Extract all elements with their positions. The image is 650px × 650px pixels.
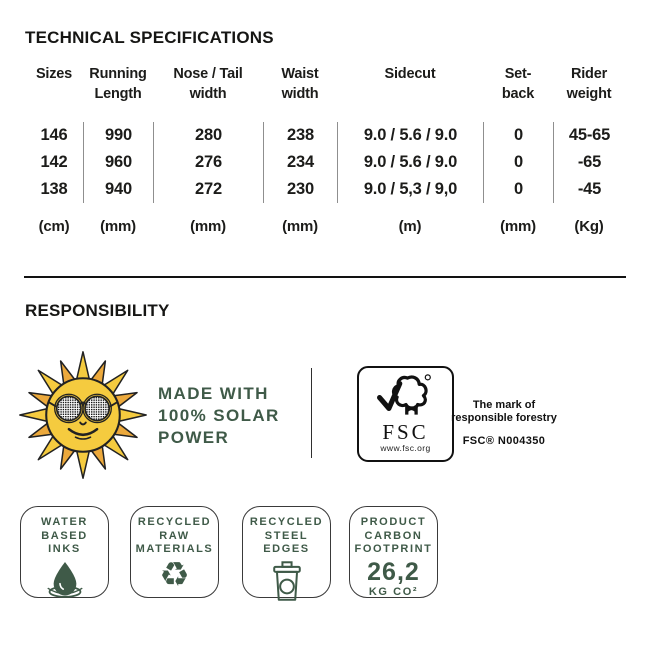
cell-nose-tail: 276 (153, 149, 263, 176)
col-header-rider-weight: Rider weight (566, 66, 612, 102)
table-row (25, 122, 625, 149)
solar-claim-line1: MADE WITH (158, 384, 269, 403)
cell-running-length: 990 (83, 122, 153, 149)
col-header-nose-tail-width: Nose / Tail width (173, 66, 243, 102)
badge-recycled-raw-materials: RECYCLED RAW MATERIALS ♻ (130, 506, 219, 598)
col-header-sidecut: Sidecut (384, 66, 436, 82)
cell-size: 146 (40, 126, 68, 144)
spec-table-header (25, 64, 625, 104)
fsc-mark-line2: responsible forestry (451, 412, 557, 424)
spec-table-body (25, 122, 625, 203)
fsc-mark-text (450, 399, 558, 448)
col-header-waist-width: Waist width (281, 66, 319, 102)
water-drop-icon (41, 560, 89, 600)
unit-nose-tail: (mm) (190, 218, 226, 235)
solar-claim-line2: 100% SOLAR (158, 406, 280, 425)
cell-setback: 0 (483, 149, 553, 176)
cell-rider-weight: -65 (553, 149, 625, 176)
fsc-license-code: FSC® N004350 (462, 435, 546, 447)
table-row (25, 176, 625, 203)
solar-power-claim (158, 383, 280, 449)
cell-running-length: 940 (83, 176, 153, 203)
unit-sidecut: (m) (398, 218, 422, 235)
cell-waist: 238 (263, 122, 337, 149)
badge-product-carbon-footprint: PRODUCT CARBON FOOTPRINT 26,2 KG CO² (349, 506, 438, 598)
cell-sidecut: 9.0 / 5,3 / 9,0 (337, 176, 483, 203)
cell-sidecut: 9.0 / 5.6 / 9.0 (337, 122, 483, 149)
responsibility-title: RESPONSIBILITY (25, 301, 170, 320)
cell-size: 142 (40, 153, 68, 171)
trash-bin-icon (268, 560, 306, 602)
unit-running-length: (mm) (100, 218, 136, 235)
badge-recycled-steel-edges: RECYCLED STEEL EDGES (242, 506, 331, 598)
col-header-running-length: Running Length (89, 66, 147, 102)
col-header-setback: Set- back (501, 66, 535, 102)
recycle-arrows-icon: ♻ (159, 555, 190, 594)
col-header-sizes: Sizes (35, 66, 73, 82)
badge-water-based-inks: WATER BASED INKS (20, 506, 109, 598)
fsc-url: www.fsc.org (380, 443, 431, 453)
fsc-tree-check-icon (371, 368, 441, 424)
cell-size: 138 (40, 180, 68, 198)
fsc-logo (357, 366, 454, 462)
vertical-divider (311, 368, 312, 458)
cell-rider-weight: 45-65 (553, 122, 625, 149)
cell-setback: 0 (483, 176, 553, 203)
tech-specs-title: TECHNICAL SPECIFICATIONS (25, 28, 274, 47)
carbon-footprint-unit: KG CO² (368, 585, 419, 598)
section-divider (24, 276, 626, 278)
unit-rider-weight: (Kg) (574, 218, 604, 235)
unit-sizes: (cm) (38, 218, 70, 235)
carbon-footprint-value: 26,2 (367, 557, 420, 586)
cell-sidecut: 9.0 / 5.6 / 9.0 (337, 149, 483, 176)
cell-waist: 230 (263, 176, 337, 203)
fsc-wordmark: FSC (382, 420, 429, 444)
cell-rider-weight: -45 (553, 176, 625, 203)
cell-setback: 0 (483, 122, 553, 149)
spec-table (25, 64, 625, 235)
spec-units-row (25, 218, 625, 235)
table-row (25, 149, 625, 176)
cell-running-length: 960 (83, 149, 153, 176)
cell-nose-tail: 272 (153, 176, 263, 203)
sun-sunglasses-icon (14, 349, 152, 481)
solar-claim-line3: POWER (158, 428, 230, 447)
cell-waist: 234 (263, 149, 337, 176)
fsc-mark-line1: The mark of (472, 399, 536, 411)
cell-nose-tail: 280 (153, 122, 263, 149)
unit-setback: (mm) (500, 218, 536, 235)
unit-waist: (mm) (282, 218, 318, 235)
